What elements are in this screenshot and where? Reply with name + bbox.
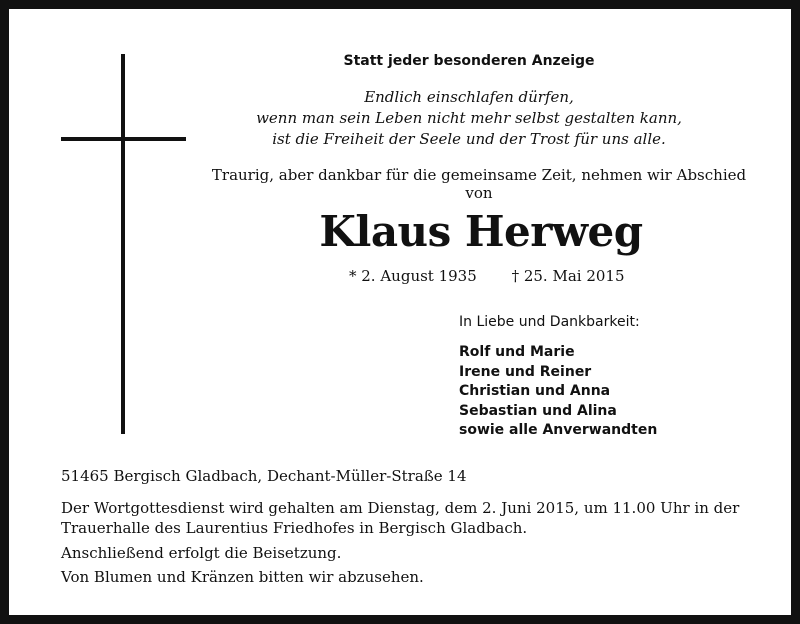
poem (249, 87, 689, 150)
family-member: Rolf und Marie (459, 344, 575, 360)
poem-line: Endlich einschlafen dürfen, (364, 88, 574, 106)
address: 51465 Bergisch Gladbach, Dechant-Müller-Straße 14 (61, 467, 467, 485)
cross-icon-horizontal (61, 137, 186, 141)
poem-line: wenn man sein Leben nicht mehr selbst gestalten kann, (256, 109, 682, 127)
family-member: sowie alle Anverwandten (459, 422, 658, 438)
death-date: † 25. Mai 2015 (511, 267, 625, 285)
flowers-note: Von Blumen und Kränzen bitten wir abzusehen. (61, 568, 424, 586)
burial-info: Anschließend erfolgt die Beisetzung. (61, 544, 342, 562)
cross-icon-vertical (121, 54, 125, 434)
service-info: Der Wortgottesdienst wird gehalten am Dienstag, dem 2. Juni 2015, um 11.00 Uhr in der Trauerhalle des Laurentius Friedhofes in Bergisch Gladbach. (61, 499, 740, 537)
love-line: In Liebe und Dankbarkeit: (459, 314, 640, 330)
headline: Statt jeder besonderen Anzeige (343, 53, 595, 69)
deceased-name: Klaus Herweg (319, 207, 643, 256)
family-member: Christian und Anna (459, 383, 611, 399)
birth-date: * 2. August 1935 (349, 267, 477, 285)
life-dates (349, 267, 625, 285)
intro-text: Traurig, aber dankbar für die gemeinsame Zeit, nehmen wir Abschied von (211, 166, 747, 202)
family-member: Irene und Reiner (459, 363, 592, 380)
family-member: Sebastian und Alina (459, 402, 617, 419)
family-list (459, 343, 657, 441)
poem-line: ist die Freiheit der Seele und der Trost für uns alle. (272, 130, 666, 148)
